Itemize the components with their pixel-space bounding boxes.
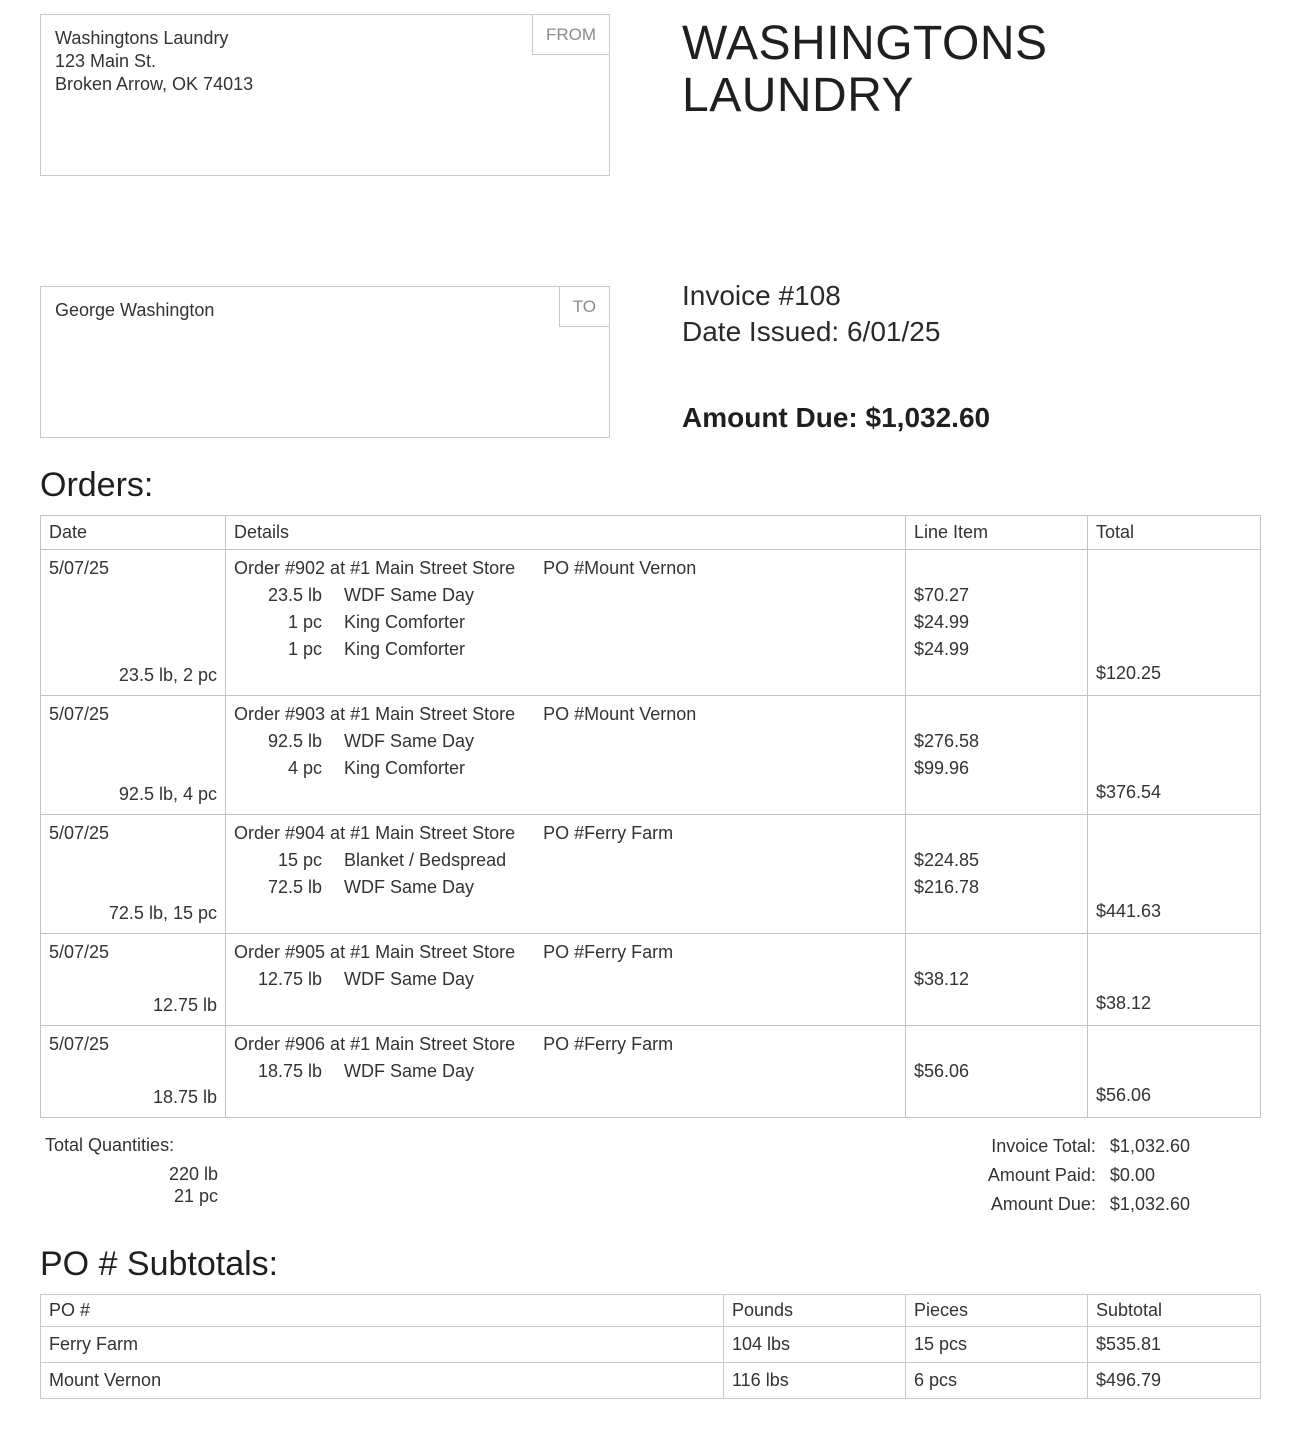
po-subtotals-table — [40, 1294, 1261, 1399]
order-quantities: 18.75 lb — [152, 1087, 217, 1107]
invoice-total-label: Invoice Total: — [991, 1136, 1096, 1156]
order-row — [41, 1026, 1261, 1118]
po-number: PO #Mount Vernon — [543, 558, 697, 578]
item-qty: 18.75 lb — [257, 1061, 322, 1081]
line-item-amount: $38.12 — [914, 969, 970, 989]
item-qty: 23.5 lb — [267, 585, 322, 605]
item-qty: 72.5 lb — [267, 877, 322, 897]
order-item — [234, 966, 897, 993]
order-line: Order #905 at #1 Main Street Store — [234, 942, 516, 962]
order-row — [41, 696, 1261, 815]
amount-paid-value: $0.00 — [1109, 1165, 1155, 1185]
order-date: 5/07/25 — [49, 704, 110, 724]
item-name: WDF Same Day — [344, 877, 475, 897]
line-item-amount: $56.06 — [914, 1061, 970, 1081]
from-name: Washingtons Laundry — [55, 28, 229, 48]
item-qty: 4 pc — [287, 758, 322, 778]
amount-paid-label: Amount Paid: — [987, 1165, 1096, 1185]
from-street: 123 Main St. — [55, 51, 157, 71]
subtotal-row — [41, 1363, 1261, 1399]
total-quantities-label: Total Quantities: — [45, 1135, 175, 1155]
item-qty: 1 pc — [287, 612, 322, 632]
total-pieces: 21 pc — [173, 1186, 218, 1206]
line-item-amount: $99.96 — [914, 758, 970, 778]
orders-heading: Orders: — [40, 466, 154, 504]
from-address-box — [40, 14, 610, 176]
totals-section — [40, 1132, 1260, 1219]
col-pounds: Pounds — [724, 1295, 906, 1327]
total-pounds: 220 lb — [168, 1164, 218, 1184]
order-line: Order #906 at #1 Main Street Store — [234, 1034, 516, 1054]
order-quantities: 72.5 lb, 15 pc — [108, 903, 217, 923]
line-item-amount: $24.99 — [914, 612, 970, 632]
order-item — [234, 728, 897, 755]
to-name: George Washington — [55, 300, 215, 320]
po-number: PO #Ferry Farm — [543, 942, 674, 962]
order-row — [41, 815, 1261, 934]
item-qty: 1 pc — [287, 639, 322, 659]
order-item — [234, 847, 897, 874]
col-total: Total — [1088, 516, 1261, 550]
address-column — [40, 14, 610, 438]
item-name: King Comforter — [344, 758, 466, 778]
subtotals-header-row — [41, 1295, 1261, 1327]
order-date: 5/07/25 — [49, 942, 110, 962]
total-quantities-block — [40, 1132, 218, 1219]
invoice-number: Invoice #108 — [682, 280, 841, 311]
to-tag: TO — [559, 286, 610, 327]
amount-due-value: $1,032.60 — [1109, 1194, 1190, 1214]
order-item — [234, 636, 897, 663]
po-number: PO #Ferry Farm — [543, 1034, 674, 1054]
orders-header-row — [41, 516, 1261, 550]
from-tag: FROM — [532, 14, 610, 55]
item-name: Blanket / Bedspread — [344, 850, 507, 870]
order-quantities: 12.75 lb — [152, 995, 217, 1015]
invoice-date-issued: Date Issued: 6/01/25 — [682, 316, 941, 347]
po-subtotals-heading: PO # Subtotals: — [40, 1245, 279, 1283]
from-city: Broken Arrow, OK 74013 — [55, 74, 254, 94]
amount-due-label: Amount Due: — [990, 1194, 1096, 1214]
col-details: Details — [226, 516, 906, 550]
to-address-box — [40, 286, 610, 438]
order-date: 5/07/25 — [49, 558, 110, 578]
line-item-amount: $70.27 — [914, 585, 970, 605]
item-name: King Comforter — [344, 639, 466, 659]
po-pounds: 104 lbs — [724, 1327, 906, 1363]
item-name: WDF Same Day — [344, 585, 475, 605]
po-name: Ferry Farm — [41, 1327, 724, 1363]
item-qty: 12.75 lb — [257, 969, 322, 989]
po-number: PO #Mount Vernon — [543, 704, 697, 724]
item-name: WDF Same Day — [344, 969, 475, 989]
line-item-amount: $24.99 — [914, 639, 970, 659]
order-quantities: 92.5 lb, 4 pc — [118, 784, 217, 804]
order-item — [234, 1058, 897, 1085]
order-date: 5/07/25 — [49, 823, 110, 843]
col-po: PO # — [41, 1295, 724, 1327]
order-item — [234, 874, 897, 901]
order-total: $376.54 — [1096, 782, 1162, 802]
order-item — [234, 582, 897, 609]
order-line: Order #904 at #1 Main Street Store — [234, 823, 516, 843]
line-item-amount: $276.58 — [914, 731, 980, 751]
col-subtotal: Subtotal — [1088, 1295, 1261, 1327]
order-total: $441.63 — [1096, 901, 1162, 921]
order-line: Order #903 at #1 Main Street Store — [234, 704, 516, 724]
order-item — [234, 755, 897, 782]
invoice-totals-block — [988, 1132, 1190, 1219]
invoice-meta — [682, 278, 1122, 350]
line-item-amount: $224.85 — [914, 850, 980, 870]
order-date: 5/07/25 — [49, 1034, 110, 1054]
amount-due-headline: Amount Due: $1,032.60 — [682, 402, 991, 433]
order-item — [234, 609, 897, 636]
order-total: $38.12 — [1096, 993, 1152, 1013]
col-date: Date — [41, 516, 226, 550]
item-name: WDF Same Day — [344, 1061, 475, 1081]
po-number: PO #Ferry Farm — [543, 823, 674, 843]
po-pieces: 6 pcs — [906, 1363, 1088, 1399]
col-line-item: Line Item — [906, 516, 1088, 550]
order-line: Order #902 at #1 Main Street Store — [234, 558, 516, 578]
top-section — [40, 14, 1260, 438]
po-name: Mount Vernon — [41, 1363, 724, 1399]
po-subtotal: $535.81 — [1088, 1327, 1261, 1363]
invoice-header-column — [682, 14, 1122, 438]
invoice-total-value: $1,032.60 — [1109, 1136, 1190, 1156]
item-qty: 15 pc — [277, 850, 322, 870]
item-name: King Comforter — [344, 612, 466, 632]
col-pieces: Pieces — [906, 1295, 1088, 1327]
subtotal-row — [41, 1327, 1261, 1363]
order-total: $120.25 — [1096, 663, 1162, 683]
company-title: WASHINGTONS LAUNDRY — [682, 17, 1048, 122]
order-row — [41, 934, 1261, 1026]
order-total: $56.06 — [1096, 1085, 1152, 1105]
po-pieces: 15 pcs — [906, 1327, 1088, 1363]
item-qty: 92.5 lb — [267, 731, 322, 751]
po-pounds: 116 lbs — [724, 1363, 906, 1399]
order-row — [41, 550, 1261, 696]
item-name: WDF Same Day — [344, 731, 475, 751]
order-quantities: 23.5 lb, 2 pc — [118, 665, 217, 685]
line-item-amount: $216.78 — [914, 877, 980, 897]
po-subtotal: $496.79 — [1088, 1363, 1261, 1399]
orders-table — [40, 515, 1261, 1118]
